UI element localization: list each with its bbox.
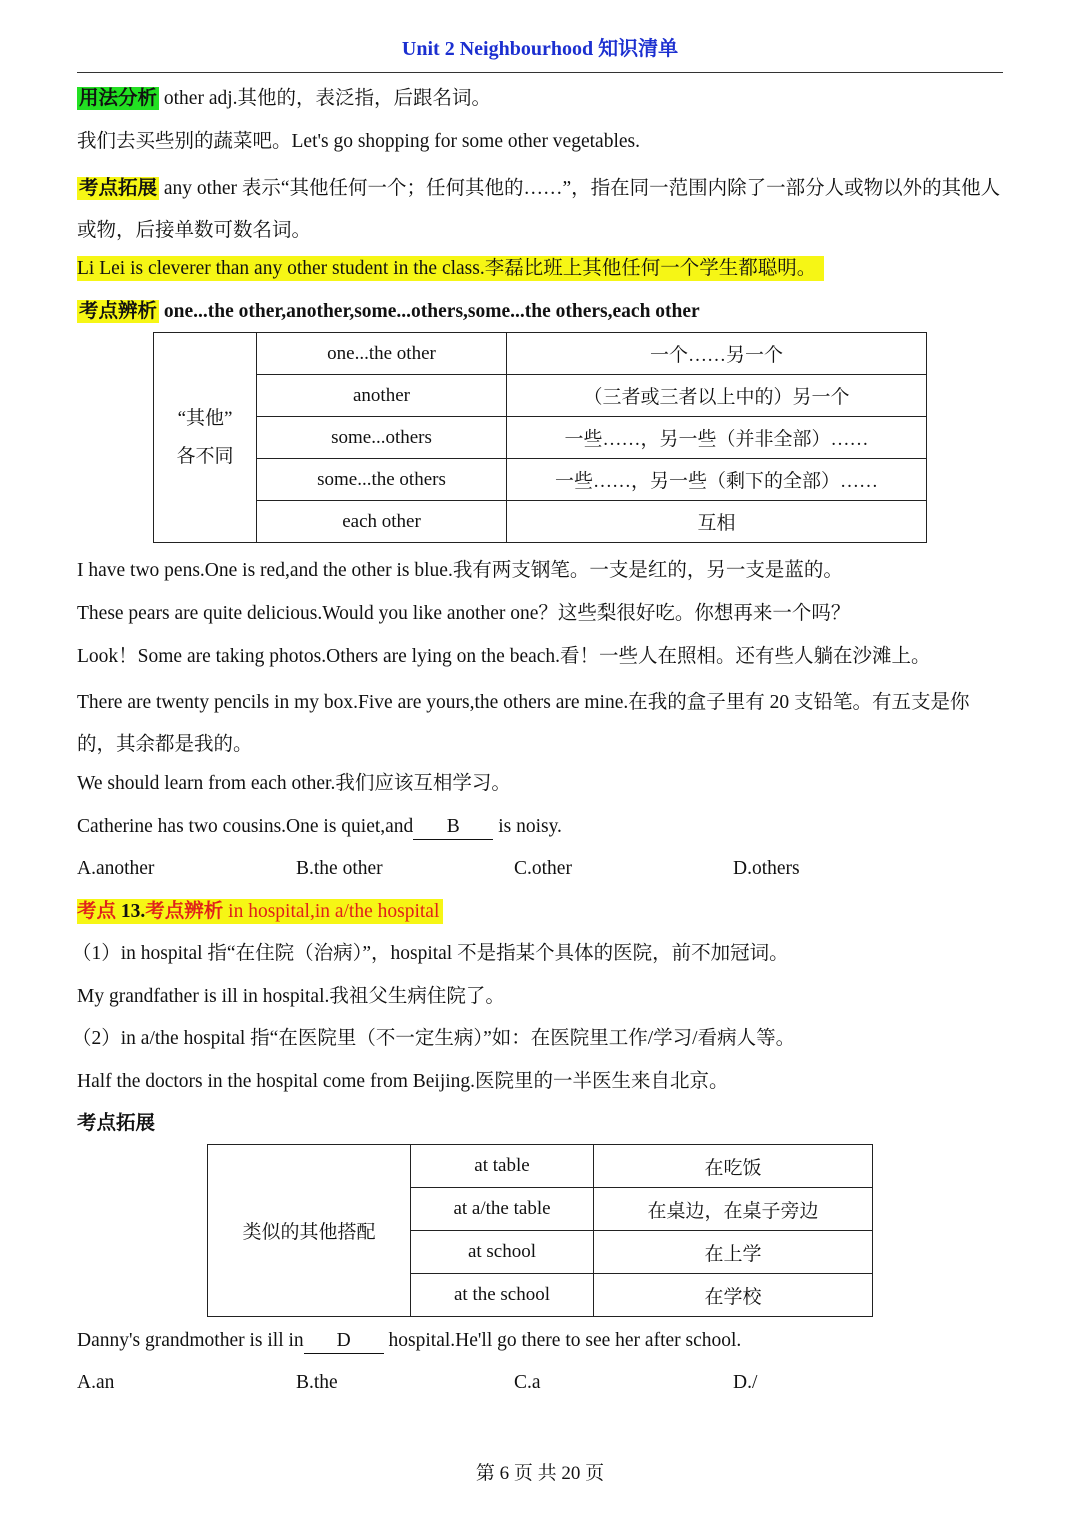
table2-phrase: at school	[411, 1231, 594, 1274]
extension-text: any other 表示“其他任何一个；任何其他的……”，指在同一范围内除了一部分人或物以外的其他人或物，后接单数可数名词。	[77, 178, 1001, 241]
option-c: C.other	[514, 858, 572, 879]
option-d: D./	[733, 1372, 758, 1393]
point-13-suffix: 考点辨析	[145, 901, 224, 922]
option-a: A.an	[77, 1372, 115, 1393]
point-13-heading	[77, 895, 1007, 929]
extension-example	[77, 252, 1007, 286]
table1-phrase: another	[257, 375, 507, 417]
table1-phrase: some...the others	[257, 459, 507, 501]
page-footer: 第 6 页 共 20 页	[475, 1463, 605, 1484]
question-1-answer-blank: B	[413, 815, 493, 840]
other-usage-table	[153, 332, 927, 543]
table1-group-label-line1: “其他”	[177, 407, 233, 429]
extension-example-text: Li Lei is cleverer than any other student in the class.李磊比班上其他任何一个学生都聪明。	[77, 256, 824, 281]
usage-example: 我们去买些别的蔬菜吧。Let's go shopping for some other vegetables.	[77, 131, 640, 152]
question-1	[77, 810, 1007, 844]
point-13-example-1: My grandfather is ill in hospital.我祖父生病住院了。	[77, 986, 505, 1007]
distinction-line	[77, 295, 1007, 329]
extension-paragraph	[77, 168, 1007, 252]
extension-tag: 考点拓展	[79, 178, 158, 199]
example-sentence: I have two pens.One is red,and the other is blue.我有两支钢笔。一支是红的，另一支是蓝的。	[77, 560, 843, 581]
table2-phrase: at the school	[411, 1274, 594, 1317]
table1-meaning: 一些……，另一些（剩下的全部）……	[507, 459, 927, 501]
table1-group-label-line2: 各不同	[176, 445, 234, 467]
distinction-title: one...the other,another,some...others,some...the others,each other	[159, 301, 700, 322]
usage-analysis-tag: 用法分析	[79, 88, 158, 109]
table1-phrase: each other	[257, 501, 507, 543]
distinction-tag: 考点辨析	[79, 301, 158, 322]
point-13-item-2: （2）in a/the hospital 指“在医院里（不一定生病）”如：在医院里工作/学习/看病人等。	[72, 1028, 796, 1049]
question-2-stem-end: hospital.He'll go there to see her after school.	[383, 1330, 742, 1351]
extension-tag-2: 考点拓展	[77, 1113, 156, 1134]
table1-meaning: 一些……，另一些（并非全部）……	[507, 417, 927, 459]
question-2	[77, 1324, 1007, 1358]
usage-analysis-line	[77, 82, 1007, 116]
table2-meaning: 在桌边，在桌子旁边	[594, 1188, 873, 1231]
point-13-prefix: 考点	[77, 901, 117, 922]
header-title: Unit 2 Neighbourhood 知识清单	[401, 38, 679, 60]
question-2-stem: Danny's grandmother is ill in	[77, 1330, 304, 1351]
extension-heading-2	[77, 1107, 1007, 1141]
table2-phrase: at a/the table	[411, 1188, 594, 1231]
table2-meaning: 在学校	[594, 1274, 873, 1317]
point-13-tag	[77, 899, 443, 924]
example-sentence: There are twenty pencils in my box.Five are yours,the others are mine.在我的盒子里有 20 支铅笔。有五支是你的，其余都是我的。	[77, 692, 970, 755]
table2-meaning: 在上学	[594, 1231, 873, 1274]
usage-analysis-text: other adj.其他的，表泛指，后跟名词。	[159, 88, 492, 109]
point-13-example-2: Half the doctors in the hospital come from Beijing.医院里的一半医生来自北京。	[77, 1071, 729, 1092]
table1-meaning: （三者或三者以上中的）另一个	[507, 375, 927, 417]
table1-group-label	[154, 333, 257, 543]
example-sentence: We should learn from each other.我们应该互相学习。	[77, 773, 511, 794]
option-b: B.the	[296, 1372, 338, 1393]
example-sentence: These pears are quite delicious.Would you like another one？这些梨很好吃。你想再来一个吗？	[77, 603, 851, 624]
table2-group-label: 类似的其他搭配	[208, 1145, 411, 1317]
table1-meaning: 互相	[507, 501, 927, 543]
table2-phrase: at table	[411, 1145, 594, 1188]
page-header	[77, 32, 1003, 73]
collocation-table	[207, 1144, 873, 1317]
option-c: C.a	[514, 1372, 541, 1393]
example-sentence: Look！Some are taking photos.Others are lying on the beach.看！一些人在照相。还有些人躺在沙滩上。	[77, 646, 931, 667]
table1-phrase: some...others	[257, 417, 507, 459]
table1-meaning: 一个……另一个	[507, 333, 927, 375]
option-a: A.another	[77, 858, 155, 879]
table2-meaning: 在吃饭	[594, 1145, 873, 1188]
table1-phrase: one...the other	[257, 333, 507, 375]
point-13-title: in hospital,in a/the hospital	[223, 901, 440, 922]
question-1-stem-end: is noisy.	[493, 816, 562, 837]
question-1-stem: Catherine has two cousins.One is quiet,and	[77, 816, 414, 837]
question-2-answer-blank: D	[304, 1329, 384, 1354]
point-13-number: 13.	[116, 901, 146, 922]
option-b: B.the other	[296, 858, 383, 879]
point-13-item-1: （1）in hospital 指“在住院（治病）”，hospital 不是指某个具体的医院，前不加冠词。	[72, 943, 789, 964]
option-d: D.others	[733, 858, 800, 879]
